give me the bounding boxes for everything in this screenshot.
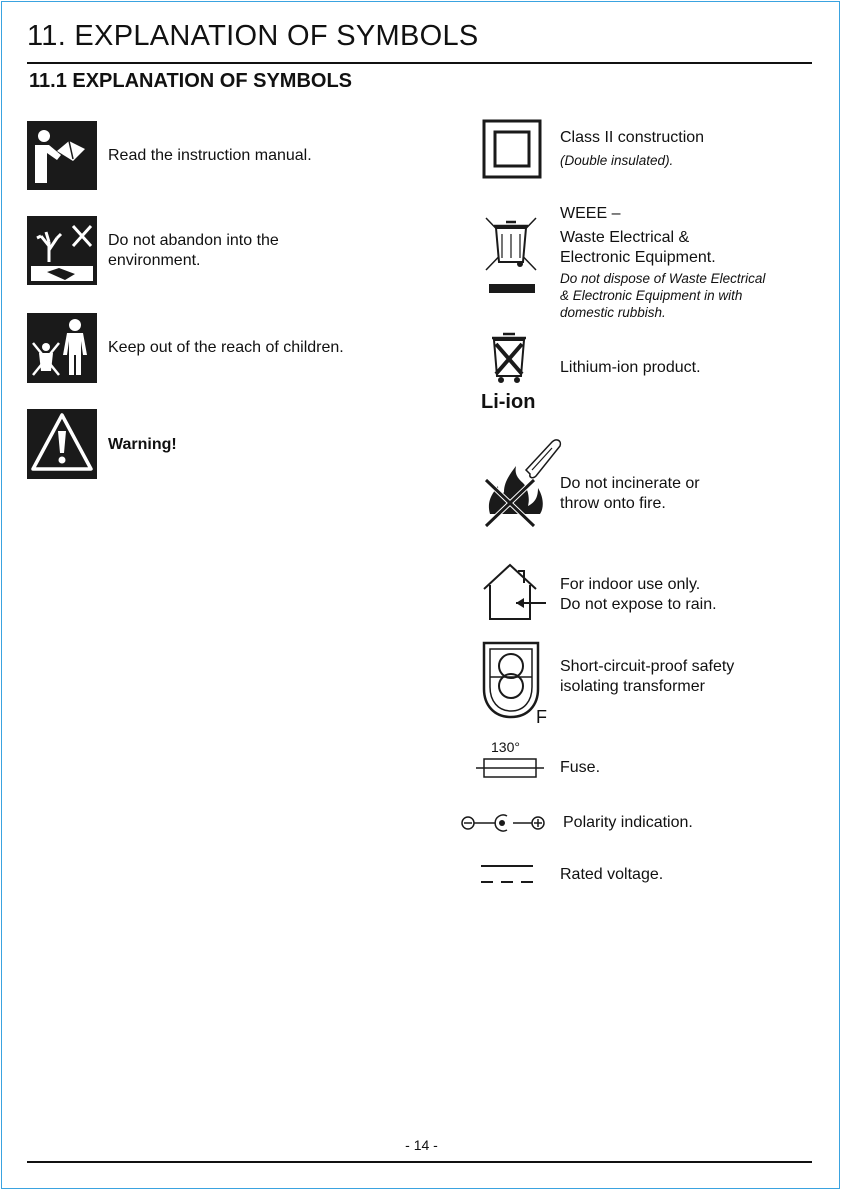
transformer-label: F <box>536 707 547 727</box>
li-ion-bin-icon <box>486 330 532 391</box>
rated-voltage-text: Rated voltage. <box>560 866 664 883</box>
class-ii-icon <box>482 119 542 184</box>
do-not-abandon-text-1: Do not abandon into the <box>108 232 279 249</box>
warning-triangle-icon <box>27 409 97 484</box>
fuse-text: Fuse. <box>560 759 601 776</box>
li-ion-label: Li-ion <box>481 391 536 413</box>
indoor-use-text-1: For indoor use only. <box>560 576 701 593</box>
warning-text: Warning! <box>108 436 177 453</box>
transformer-text-1: Short-circuit-proof safety <box>560 658 735 675</box>
li-ion-text: Lithium-ion product. <box>560 359 701 376</box>
fuse-label: 130° <box>491 739 520 755</box>
keep-from-children-text: Keep out of the reach of children. <box>108 339 344 356</box>
transformer-text-2: isolating transformer <box>560 678 705 695</box>
weee-bin-icon <box>482 214 540 301</box>
no-fire-text-1: Do not incinerate or <box>560 475 700 492</box>
class-ii-text: Class II construction <box>560 129 705 146</box>
rated-voltage-icon <box>481 862 533 891</box>
keep-from-children-icon <box>27 313 97 388</box>
weee-text-3: Electronic Equipment. <box>560 249 716 266</box>
weee-note-1: Do not dispose of Waste Electrical <box>560 271 766 286</box>
section-subtitle: 11.1 EXPLANATION OF SYMBOLS <box>29 70 353 92</box>
weee-note-2: & Electronic Equipment in with <box>560 288 743 303</box>
no-fire-text-2: throw onto fire. <box>560 495 666 512</box>
polarity-text: Polarity indication. <box>563 814 693 831</box>
class-ii-note: (Double insulated). <box>560 153 674 168</box>
do-not-abandon-text-2: environment. <box>108 252 201 269</box>
section-title: 11. EXPLANATION OF SYMBOLS <box>27 20 479 52</box>
read-manual-text: Read the instruction manual. <box>108 147 312 164</box>
header-rule <box>27 62 812 64</box>
polarity-icon <box>459 813 549 838</box>
indoor-use-text-2: Do not expose to rain. <box>560 596 717 613</box>
read-manual-icon <box>27 121 97 195</box>
weee-text-1: WEEE – <box>560 205 621 222</box>
footer-rule <box>27 1161 812 1163</box>
do-not-abandon-icon <box>27 216 97 290</box>
page-number: - 14 - <box>405 1137 438 1153</box>
fuse-icon <box>476 756 544 785</box>
transformer-icon <box>482 641 542 724</box>
indoor-use-icon <box>480 561 550 626</box>
weee-note-3: domestic rubbish. <box>560 305 666 320</box>
weee-text-2: Waste Electrical & <box>560 229 690 246</box>
